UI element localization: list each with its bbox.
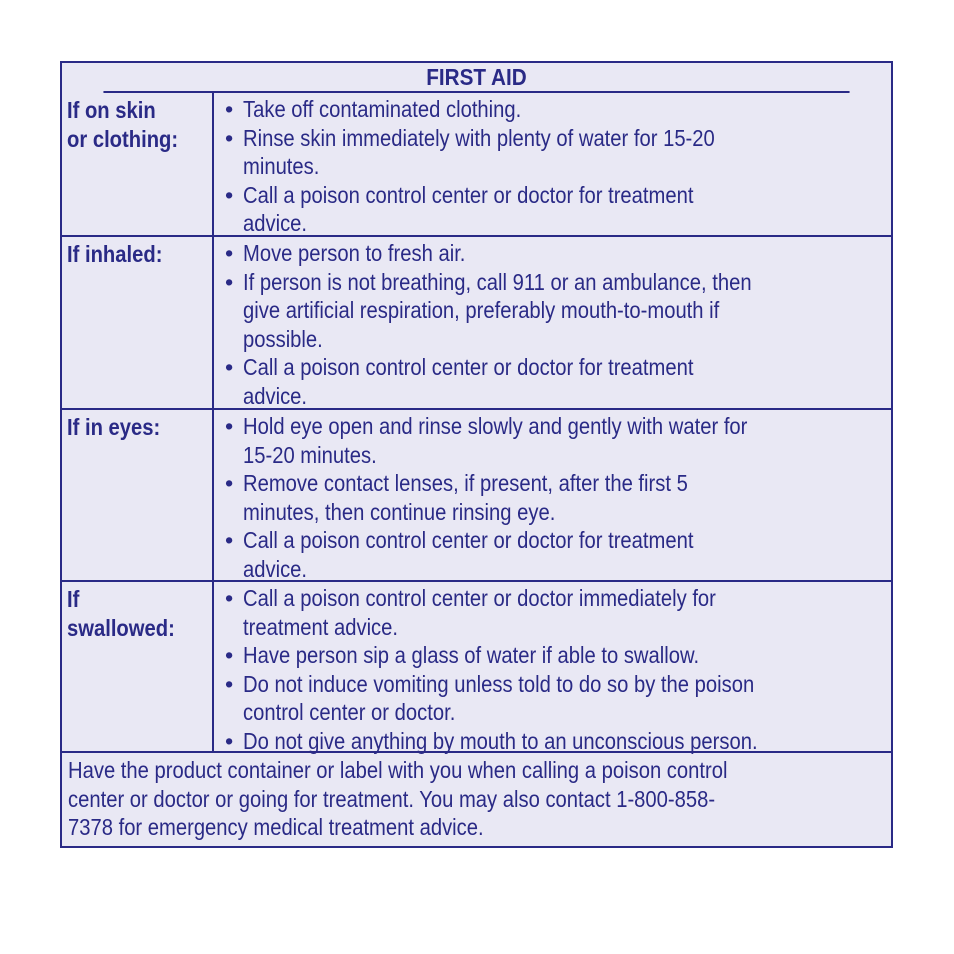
bullet-dot-icon: • (225, 642, 234, 669)
bullet-dot-icon: • (225, 240, 234, 266)
bullet-item (225, 526, 891, 583)
bullet-item (225, 641, 891, 670)
bullet-list-skin (225, 95, 891, 238)
bullet-text: Do not give anything by mouth to an unconscious person. (243, 727, 758, 754)
bullet-dot-icon: • (225, 268, 234, 295)
section-label-swallowed (62, 582, 214, 751)
bullet-dot-icon: • (225, 470, 234, 497)
bullet-dot-icon: • (225, 124, 234, 151)
bullet-dot-icon: • (225, 527, 234, 554)
bullet-text: Take off contaminated clothing. (243, 96, 522, 122)
bullet-text: Rinse skin immediately with plenty of water for 15-20 minutes. (243, 124, 715, 180)
footer-note-text: Have the product container or label with you when calling a poison control center or doctor or going for treatment. You may also contact 1-800-858- 7378 for emergency medical treatment advice. (68, 757, 728, 841)
bullet-text: If person is not breathing, call 911 or an ambulance, then give artificial respiration, preferably mouth-to-mouth if possible. (243, 268, 752, 352)
bullet-text: Have person sip a glass of water if able to swallow. (243, 642, 700, 669)
bullet-list-swallowed (225, 584, 891, 756)
bullet-text: Call a poison control center or doctor for treatment advice. (243, 527, 694, 582)
bullet-item (225, 727, 891, 756)
bullet-dot-icon: • (225, 585, 234, 611)
bullet-dot-icon: • (225, 727, 234, 754)
section-label-skin (62, 93, 214, 235)
bullet-item (225, 584, 891, 641)
bullet-item (225, 412, 891, 469)
section-label-skin-text: If on skin or clothing: (67, 97, 179, 152)
bullet-dot-icon: • (225, 181, 234, 208)
section-label-eyes (62, 410, 214, 580)
bullet-text: Do not induce vomiting unless told to do so by the poison control center or doctor. (243, 670, 755, 726)
bullet-item (225, 469, 891, 526)
bullet-text: Call a poison control center or doctor for treatment advice. (243, 181, 694, 237)
first-aid-title: FIRST AID (103, 63, 849, 93)
section-eyes (62, 410, 891, 582)
section-label-swallowed-text: If swallowed: (67, 586, 175, 641)
footer-note (68, 756, 891, 842)
bullet-item (225, 670, 891, 727)
section-inhaled (62, 237, 891, 410)
bullet-dot-icon: • (225, 670, 234, 697)
bullet-dot-icon: • (225, 413, 234, 439)
bullet-text: Move person to fresh air. (243, 240, 466, 266)
section-label-eyes-text: If in eyes: (67, 414, 161, 440)
bullet-text: Hold eye open and rinse slowly and gently with water for 15-20 minutes. (243, 413, 748, 468)
bullet-text: Remove contact lenses, if present, after the first 5 minutes, then continue rinsing eye. (243, 470, 688, 525)
bullet-item (225, 268, 891, 354)
bullet-dot-icon: • (225, 96, 234, 122)
bullet-dot-icon: • (225, 354, 234, 381)
first-aid-panel (60, 61, 893, 848)
bullet-item (225, 124, 891, 181)
bullet-item (225, 353, 891, 410)
section-label-inhaled (62, 237, 214, 408)
bullet-list-eyes (225, 412, 891, 584)
section-swallowed (62, 582, 891, 753)
bullet-item (225, 239, 891, 268)
bullet-text: Call a poison control center or doctor for treatment advice. (243, 354, 694, 409)
bullet-list-inhaled (225, 239, 891, 411)
bullet-item (225, 181, 891, 238)
section-skin (62, 93, 891, 237)
bullet-text: Call a poison control center or doctor immediately for treatment advice. (243, 585, 716, 640)
bullet-item (225, 95, 891, 124)
section-label-inhaled-text: If inhaled: (67, 241, 163, 267)
